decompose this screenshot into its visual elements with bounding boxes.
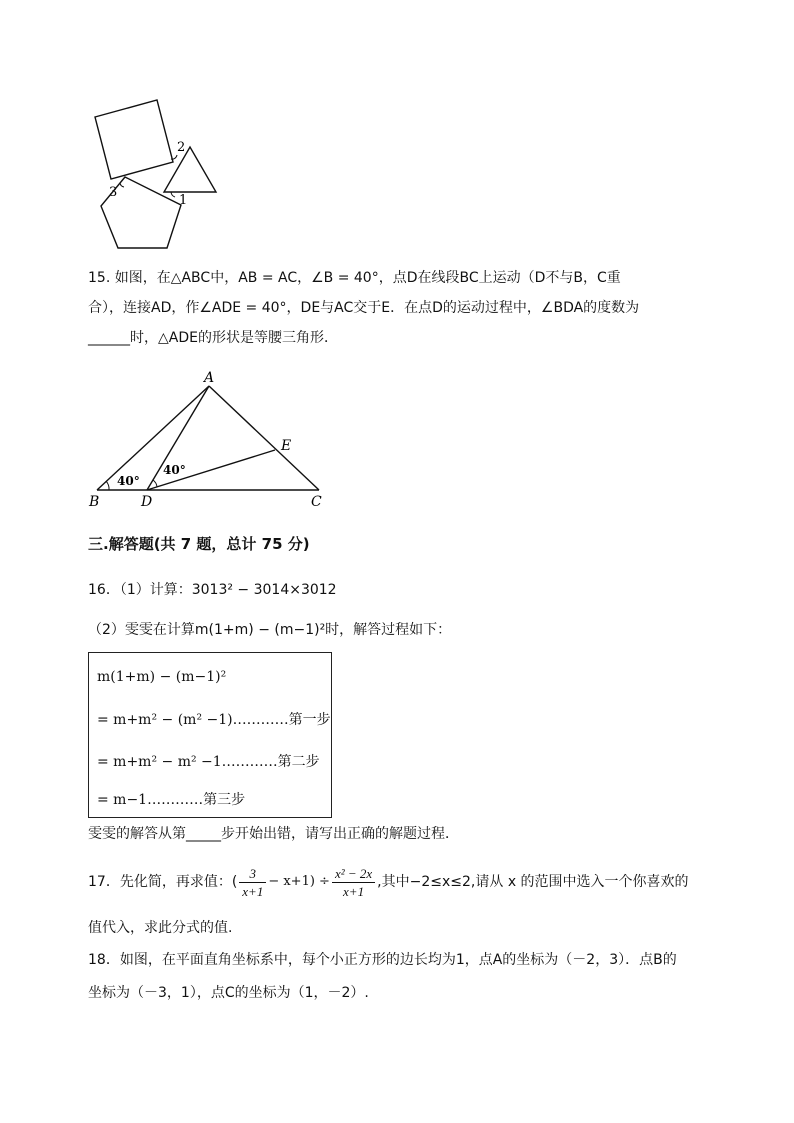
q17-line2: 值代入，求此分式的值. bbox=[88, 920, 233, 936]
solution-line-2: = m+m² − (m² −1)…………第一步 bbox=[97, 712, 331, 728]
solution-line-1: m(1+m) − (m−1)² bbox=[97, 669, 227, 685]
q17-frac2-den: x+1 bbox=[343, 883, 365, 899]
point-e: E bbox=[281, 438, 292, 454]
q16-part1: 16．（1）计算：3013² − 3014×3012 bbox=[88, 582, 337, 598]
section-title: 三.解答题(共 7 题，总计 75 分) bbox=[88, 535, 310, 553]
q17-frac1 bbox=[239, 865, 266, 900]
angle-d-label: 40° bbox=[163, 463, 186, 477]
angle-label-2: 2 bbox=[177, 140, 186, 155]
vertex-c: C bbox=[311, 494, 322, 510]
angle-label-3: 3 bbox=[109, 185, 118, 200]
q17-mid: − x+1) ÷ bbox=[268, 874, 330, 889]
triangle-shape bbox=[164, 147, 216, 192]
solution-line-4: = m−1…………第三步 bbox=[97, 792, 246, 808]
q17-frac1-num: 3 bbox=[239, 865, 266, 883]
triangle-abc-figure bbox=[85, 366, 330, 511]
q15-line3: ______时，△ADE的形状是等腰三角形． bbox=[88, 330, 338, 346]
solution-box bbox=[88, 652, 332, 818]
q17-frac2 bbox=[332, 865, 375, 900]
point-d: D bbox=[141, 494, 153, 510]
q17-prefix: 17．先化简，再求值：( bbox=[88, 874, 238, 890]
q17-frac2-num: x² − 2x bbox=[332, 865, 375, 883]
q15-line2: 合），连接AD，作∠ADE = 40°，DE与AC交于E．在点D的运动过程中，∠BDA的度数为 bbox=[88, 300, 640, 316]
q17-frac1-den: x+1 bbox=[242, 883, 264, 899]
q16-part2: （2）雯雯在计算m(1+m) − (m−1)²时，解答过程如下： bbox=[88, 622, 452, 638]
square-shape bbox=[95, 100, 173, 179]
q17-suffix: ,其中−2≤x≤2,请从 x 的范围中选入一个你喜欢的 bbox=[377, 874, 689, 890]
q18-line2: 坐标为（－3，1），点C的坐标为（1，－2）. bbox=[88, 985, 369, 1001]
solution-line-3: = m+m² − m² −1…………第二步 bbox=[97, 754, 320, 770]
polygons-figure bbox=[85, 95, 225, 255]
angle-label-1: 1 bbox=[179, 193, 188, 208]
angle-b-label: 40° bbox=[117, 474, 140, 488]
vertex-b: B bbox=[89, 494, 100, 510]
vertex-a: A bbox=[204, 370, 215, 386]
q17-line1 bbox=[88, 862, 689, 902]
q16-after: 雯雯的解答从第_____步开始出错，请写出正确的解题过程． bbox=[88, 826, 459, 842]
q15-line1: 15. 如图，在△ABC中，AB = AC，∠B = 40°，点D在线段BC上运动（D不与B，C重 bbox=[88, 270, 621, 286]
q18-line1: 18．如图，在平面直角坐标系中，每个小正方形的边长均为1，点A的坐标为（－2，3）．点B的 bbox=[88, 952, 677, 968]
